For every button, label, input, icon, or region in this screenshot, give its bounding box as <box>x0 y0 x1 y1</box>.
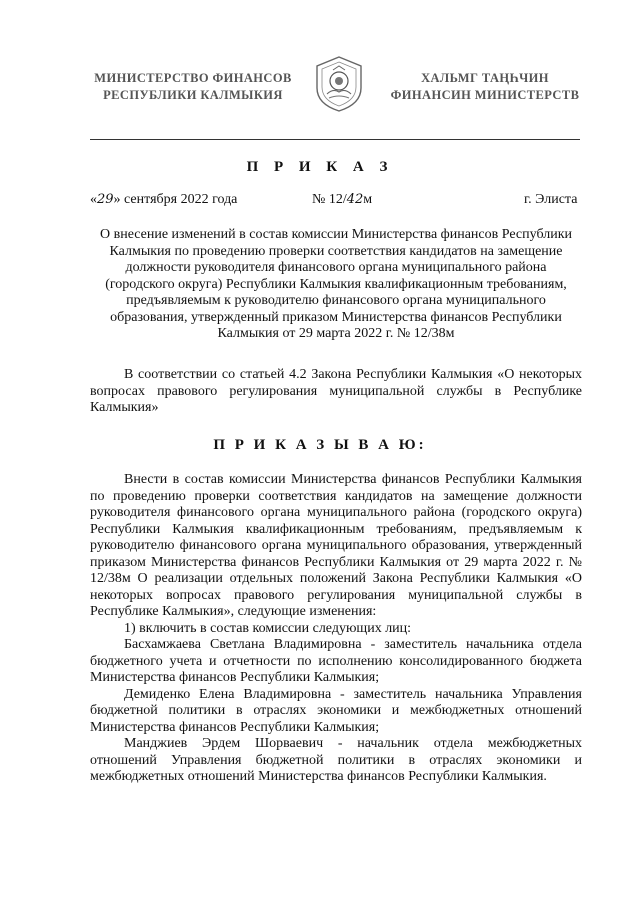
date-open-quote: « <box>90 192 97 207</box>
ministry-name-russian <box>88 70 298 104</box>
person-1-paragraph: Басхамжаева Светлана Владимировна - заместитель начальника отдела бюджетного учета и отчетности по исполнению консолидированного бюджета Министерства финансов Республики Калмыкия; <box>90 637 582 685</box>
ministry-name-kalmyk-line-2: ФИНАНСИН МИНИСТЕРСТВ <box>390 88 580 102</box>
order-number <box>312 192 372 208</box>
order-body <box>90 472 582 786</box>
handwritten-number: 42 <box>346 192 364 207</box>
person-3-paragraph: Манджиев Эрдем Шорваевич - начальник отдела межбюджетных отношений Управления бюджетной политики в отраслях экономики и межбюджетных отношений Министерства финансов Республики Калмыкия. <box>90 736 582 784</box>
coat-of-arms-emblem-icon <box>313 54 365 114</box>
ministry-name-kalmyk-line-1: ХАЛЬМГ ТАҢҺЧИН <box>421 71 549 85</box>
person-2-paragraph: Демиденко Елена Владимировна - заместитель начальника Управления бюджетной политики в отраслях экономики и межбюджетных отношений Министерства финансов Республики Калмыкия; <box>90 686 582 735</box>
handwritten-day: 29 <box>97 192 114 207</box>
order-subject: О внесение изменений в состав комиссии Министерства финансов Республики Калмыкия по проведению проверки соответствия кандидатов на замещение должности руководителя финансового органа муниципального района (городского округа) Республики Калмыкия квалификационным требованиям, предъявляемым к руководителю финансового органа муниципального образования, утвержденный приказом Министерства финансов Республики Калмыкия от 29 марта 2022 г. № 12/38м <box>99 227 572 341</box>
item-1-paragraph: 1) включить в состав комиссии следующих лиц: <box>124 620 412 636</box>
ministry-name-line-2: РЕСПУБЛИКИ КАЛМЫКИЯ <box>103 88 283 102</box>
preamble-paragraph: В соответствии со статьей 4.2 Закона Республики Калмыкия «О некоторых вопросах правового регулирования муниципальной службы в Республике Калмыкия» <box>90 367 582 415</box>
header-divider <box>90 139 580 140</box>
order-date <box>90 192 237 208</box>
date-month-year: » сентября 2022 года <box>113 192 238 207</box>
number-suffix: м <box>363 192 373 207</box>
order-city: г. Элиста <box>524 192 578 207</box>
ministry-name-kalmyk <box>380 70 590 104</box>
ministry-name-line-1: МИНИСТЕРСТВО ФИНАНСОВ <box>94 71 292 85</box>
order-heading: П Р И К А З Ы В А Ю: <box>213 437 427 453</box>
body-main-paragraph: Внести в состав комиссии Министерства финансов Республики Калмыкия по проведению проверки соответствия кандидатов на замещение должности руководителя финансового органа муниципального района (городского округа) Республики Калмыкия квалификационным требованиям, предъявляемым к руководителю финансового органа муниципального образования, утвержденный приказом Министерства финансов Республики Калмыкия от 29 марта 2022 г. № 12/38м О реализации отдельных положений Закона Республики Калмыкия «О некоторых вопросах правового регулирования муниципальной службы в Республике Калмыкия», следующие изменения: <box>90 472 582 619</box>
document-title: П Р И К А З <box>246 159 394 175</box>
number-prefix: № 12/ <box>312 192 347 207</box>
